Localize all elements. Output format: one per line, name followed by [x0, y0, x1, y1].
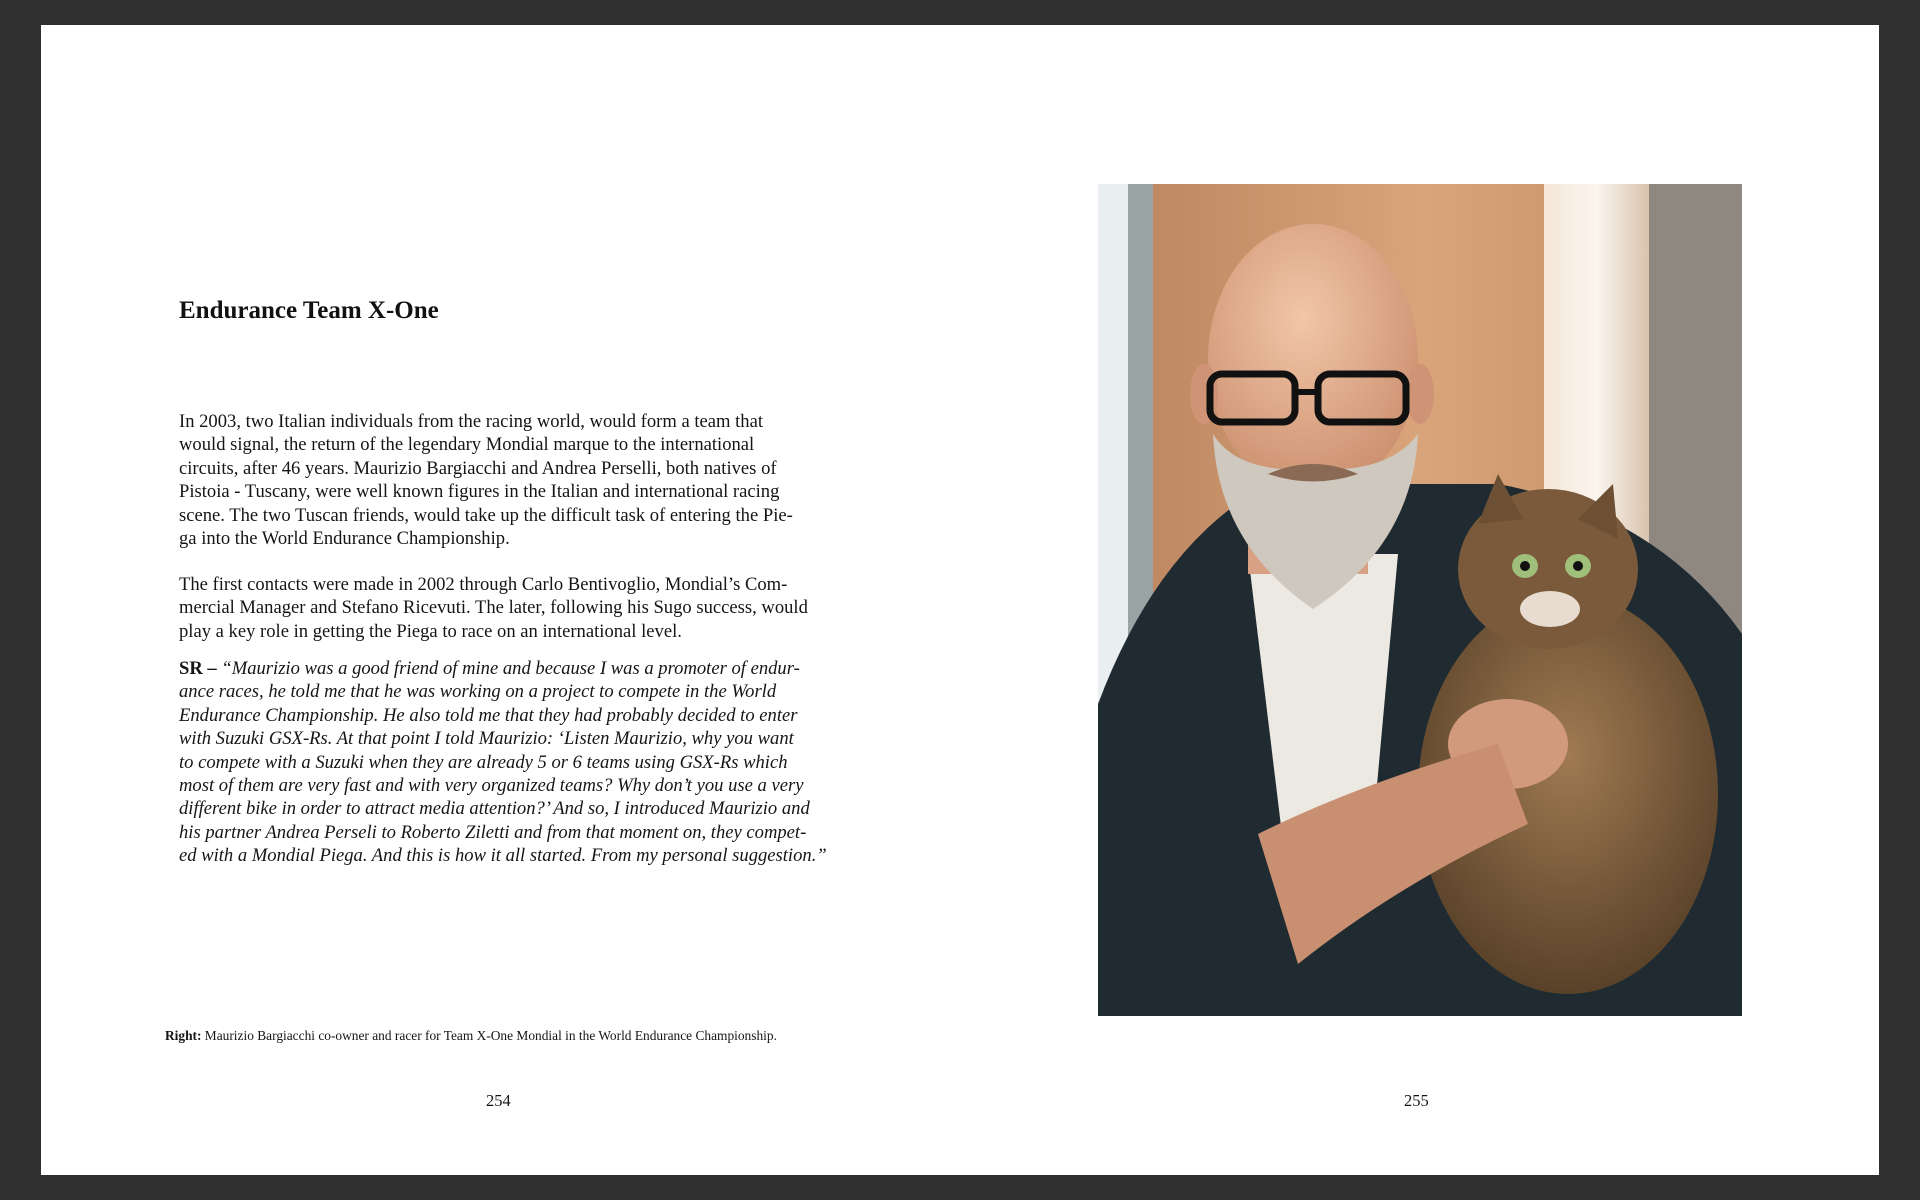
paragraph-intro: In 2003, two Italian individuals from the racing world, would form a team that would signal, the return of the legendary Mondial marque to the international circuits, after 46 years. Maurizio Bargiacchi and Andrea Perselli, both natives of Pistoia - Tuscany, were well known figures in the Italian and international racing scene. The two Tuscan friends, would take up the difficult task of entering the Pie- ga into the World Endurance Championship. [179, 411, 793, 550]
quote-text: “Maurizio was a good friend of mine and because I was a promoter of endur- ance races, he told me that he was working on a project to compete in the World Endurance Championship. He also told me that they had probably decided to enter with Suzuki GSX-Rs. At that point I told Maurizio: ‘Listen Maurizio, why you want to compete with a Suzuki when they are already 5 or 6 teams using GSX-Rs which most of them are very fast and with very organized teams? Why don’t you use a very different bike in order to attract media attention?’ And so, I introduced Maurizio and his partner Andrea Perseli to Roberto Ziletti and from that moment on, they compet- ed with a Mondial Piega. And this is how it all started. From my personal suggestion.” [179, 658, 827, 867]
page-title: Endurance Team X-One [179, 297, 439, 324]
caption-label: Right: [165, 1028, 202, 1043]
page-spread [41, 25, 1879, 1175]
page-number-right: 255 [1404, 1091, 1429, 1110]
page-number-left: 254 [486, 1091, 511, 1110]
quote-paragraph [179, 657, 829, 868]
portrait-photo [1098, 184, 1742, 1016]
photo-caption [165, 1028, 777, 1044]
quote-speaker: SR – [179, 658, 217, 679]
paragraph-first-contacts: The first contacts were made in 2002 through Carlo Bentivoglio, Mondial’s Com- mercial Manager and Stefano Ricevuti. The later, following his Sugo success, would play a key role in getting the Piega to race on an international level. [179, 574, 808, 642]
caption-text: Maurizio Bargiacchi co-owner and racer for Team X-One Mondial in the World Endurance Championship. [201, 1028, 777, 1043]
